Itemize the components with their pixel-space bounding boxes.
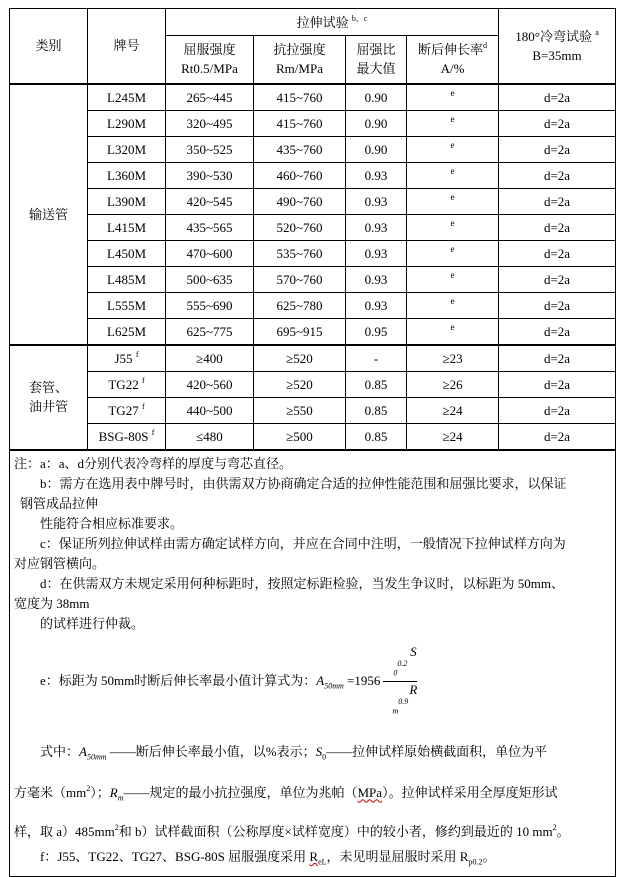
ratio-cell: 0.95	[346, 318, 407, 345]
note-f-c: 。	[482, 848, 496, 864]
where-a: ——断后伸长率最小值，以%表示；	[109, 743, 316, 759]
elongation-cell	[407, 292, 499, 318]
formula-den-exp: 0.9	[398, 697, 409, 707]
tensile-cell: 625~780	[254, 292, 346, 318]
elongation-label: 断后伸长率	[418, 42, 484, 58]
rel-sub: eL	[318, 857, 327, 867]
yield-cell: 470~600	[166, 240, 254, 266]
grade-cell	[88, 292, 166, 318]
grade-text: L485M	[107, 271, 146, 287]
tensile-cell: 435~760	[254, 136, 346, 162]
where-line3b: 和 b）试样截面积（公称厚度×试样宽度）中的较小者，修约到最近的 10 mm	[118, 823, 553, 839]
elongation-value: e	[450, 269, 455, 280]
elongation-value: e	[450, 87, 455, 98]
elongation-sup: d	[483, 41, 488, 51]
tensile-cell: 415~760	[254, 84, 346, 111]
elongation-value: ≥24	[442, 402, 463, 418]
header-grade: 牌号	[88, 9, 166, 84]
rel-symbol: R	[309, 848, 319, 864]
yield-ratio-sub: 最大值	[356, 61, 396, 77]
note-c-cont: 对应钢管横向。	[14, 555, 106, 571]
note-d: d：在供需双方未规定采用何种标距时，按照定标距检验，当发生争议时，以标距为 50mm、	[40, 575, 564, 591]
grade-text: L320M	[107, 141, 146, 157]
tensile-cell: ≥520	[254, 371, 346, 397]
ratio-cell: 0.85	[346, 423, 407, 450]
note-where-2: 方毫米$(mm^2)$；$R_m——$规定的最小抗拉强度，单位为兆帕（MPa）。拉伸试样采用全厚度矩形试	[14, 784, 558, 803]
where-mpa: MPa	[357, 785, 383, 801]
yield-ratio-label: 屈强比	[356, 42, 396, 58]
note-where-3: 样，取 $a)485mm^2$和 b）试样截面积（公称厚度×试样宽度）中的较小者，修约到最近的 10 $mm^2$。	[14, 822, 570, 839]
elongation-value: ≥23	[442, 350, 463, 366]
ratio-cell: 0.93	[346, 214, 407, 240]
where-line2c: ）。拉伸试样采用全厚度矩形试	[382, 785, 558, 801]
tensile-cell: 415~760	[254, 110, 346, 136]
elongation-cell	[407, 188, 499, 214]
formula-den-sub: m	[392, 706, 399, 716]
tensile-strength-unit: Rm/MPa	[276, 61, 323, 77]
yield-cell: 320~495	[166, 110, 254, 136]
bend-test-sub: B=35mm	[532, 47, 582, 63]
bend-cell: d=2a	[499, 371, 616, 397]
grade-text: J55	[114, 350, 133, 366]
formula-num-exp: 0.2	[397, 658, 408, 668]
ratio-cell: 0.93	[346, 162, 407, 188]
elongation-value: ≥26	[442, 376, 463, 392]
rp-sub: p0.2	[468, 857, 483, 867]
elongation-value: e	[450, 165, 455, 176]
formula-coef: =1956	[347, 672, 381, 688]
grade-text: L290M	[107, 115, 146, 131]
mechanical-properties-table	[9, 8, 616, 877]
category-cell: 输送管	[10, 84, 88, 345]
ratio-cell: 0.85	[346, 397, 407, 423]
table-row	[10, 110, 616, 136]
table-row	[10, 292, 616, 318]
ratio-cell: 0.85	[346, 371, 407, 397]
bend-cell: d=2a	[499, 423, 616, 450]
formula-fraction	[383, 644, 417, 720]
yield-cell: 420~560	[166, 371, 254, 397]
grade-text: L555M	[107, 297, 146, 313]
yield-cell: 350~525	[166, 136, 254, 162]
note-f-a: f：J55、TG22、TG27、BSG-80S 屈服强度采用	[40, 848, 310, 864]
bend-test-sup: a	[595, 27, 599, 37]
grade-cell	[88, 240, 166, 266]
yield-cell: ≤480	[166, 423, 254, 450]
elongation-cell	[407, 110, 499, 136]
elongation-cell	[407, 397, 499, 423]
note-d-cont: 宽度为 38mm	[14, 595, 90, 611]
elongation-value: e	[450, 217, 455, 228]
table-row	[10, 397, 616, 423]
tensile-cell: ≥520	[254, 345, 346, 372]
bend-cell: d=2a	[499, 397, 616, 423]
grade-cell	[88, 214, 166, 240]
table-row	[10, 423, 616, 450]
grade-cell	[88, 318, 166, 345]
header-tensile-test	[166, 9, 499, 36]
grade-cell	[88, 397, 166, 423]
bend-cell: d=2a	[499, 318, 616, 345]
tensile-test-label: 拉伸试验	[296, 14, 349, 30]
note-b-cont: 钢管成品拉伸	[20, 495, 99, 511]
note-a: 注：a：a、d分别代表冷弯样的厚度与弯芯直径。	[14, 455, 293, 471]
elongation-formula	[316, 643, 418, 716]
note-c: c：保证所列拉伸试样由需方确定试样方向，并应在合同中注明，一般情况下拉伸试样方向为	[40, 535, 566, 551]
elongation-value: e	[450, 113, 455, 124]
elongation-value: ≥24	[442, 428, 463, 444]
grade-text: L360M	[107, 167, 146, 183]
grade-cell	[88, 136, 166, 162]
table-row	[10, 84, 616, 111]
where-line2b: ）；	[90, 785, 110, 801]
tensile-cell: 535~760	[254, 240, 346, 266]
tensile-cell: 460~760	[254, 162, 346, 188]
grade-sup: f	[151, 427, 155, 437]
elongation-cell	[407, 318, 499, 345]
bend-cell: d=2a	[499, 240, 616, 266]
grade-text: L450M	[107, 245, 146, 261]
elongation-cell	[407, 84, 499, 111]
bend-cell: d=2a	[499, 84, 616, 111]
note-e-text: e：标距为 50mm时断后伸长率最小值计算式为：	[40, 672, 317, 688]
grade-text: L390M	[107, 193, 146, 209]
header-tensile-strength	[254, 36, 346, 84]
elongation-cell	[407, 371, 499, 397]
yield-cell: 390~530	[166, 162, 254, 188]
grade-text: L245M	[107, 89, 146, 105]
note-f	[14, 847, 611, 873]
elongation-value: e	[450, 295, 455, 306]
grade-cell	[88, 423, 166, 450]
note-f-rel	[309, 848, 327, 867]
table-row	[10, 162, 616, 188]
elongation-cell	[407, 423, 499, 450]
elongation-cell	[407, 266, 499, 292]
yield-cell: 265~445	[166, 84, 254, 111]
where-line3a: 样，取 a）485mm	[14, 823, 115, 839]
ratio-cell: 0.93	[346, 240, 407, 266]
note-e	[14, 644, 611, 720]
grade-text: BSG-80S	[98, 428, 149, 444]
grade-cell	[88, 84, 166, 111]
table-row	[10, 266, 616, 292]
note-b-cont2: 性能符合相应标准要求。	[40, 515, 184, 531]
bend-cell: d=2a	[499, 110, 616, 136]
table-row	[10, 318, 616, 345]
yield-cell: ≥400	[166, 345, 254, 372]
table-row	[10, 345, 616, 372]
ratio-cell: 0.93	[346, 188, 407, 214]
elongation-cell	[407, 240, 499, 266]
ratio-cell: -	[346, 345, 407, 372]
bend-cell: d=2a	[499, 188, 616, 214]
where-s: ——拉伸试样原始横截面积，单位为平	[326, 743, 548, 759]
tensile-cell: ≥500	[254, 423, 346, 450]
note-where: 式中：$A_{50mm}$ ——断后伸长率最小值，以%表示；$S_0——$拉伸试样原始横截面积，单位为平	[40, 743, 548, 762]
where-prefix: 式中：	[40, 743, 80, 759]
tensile-cell: 695~915	[254, 318, 346, 345]
header-bend-test	[499, 9, 616, 84]
grade-cell	[88, 188, 166, 214]
table-row	[10, 214, 616, 240]
grade-sup: f	[141, 401, 145, 411]
yield-strength-label: 屈服强度	[183, 42, 236, 58]
header-yield-ratio	[346, 36, 407, 84]
bend-cell: d=2a	[499, 292, 616, 318]
yield-cell: 435~565	[166, 214, 254, 240]
formula-lhs: A	[316, 672, 325, 688]
grade-cell	[88, 345, 166, 372]
grade-text: TG22	[108, 376, 139, 392]
bend-cell: d=2a	[499, 266, 616, 292]
ratio-cell: 0.93	[346, 292, 407, 318]
bend-cell: d=2a	[499, 214, 616, 240]
category-cell: 套管、油井管	[10, 345, 88, 450]
where-line2a: 方毫米（mm	[14, 785, 87, 801]
grade-sup: f	[135, 349, 139, 359]
grade-text: TG27	[108, 402, 139, 418]
grade-cell	[88, 266, 166, 292]
yield-cell: 500~635	[166, 266, 254, 292]
tensile-cell: 490~760	[254, 188, 346, 214]
tensile-strength-label: 抗拉强度	[273, 42, 326, 58]
where-rm: ——规定的最小抗拉强度，单位为兆帕（	[123, 785, 358, 801]
yield-cell: 440~500	[166, 397, 254, 423]
bend-cell: d=2a	[499, 162, 616, 188]
yield-strength-unit: Rt0.5/MPa	[181, 61, 238, 77]
grade-cell	[88, 110, 166, 136]
where-line3c: 。	[556, 823, 570, 839]
note-f-b: ，未见明显屈服时采用 R	[326, 848, 469, 864]
yield-cell: 555~690	[166, 292, 254, 318]
formula-num: S	[410, 643, 417, 659]
table-row	[10, 188, 616, 214]
note-b: b：需方在选用表中牌号时，由供需双方协商确定合适的拉伸性能范围和屈强比要求，以保证	[40, 475, 567, 491]
grade-cell	[88, 162, 166, 188]
formula-den: R	[409, 682, 418, 698]
header-elongation	[407, 36, 499, 84]
table-row	[10, 136, 616, 162]
header-category: 类别	[10, 9, 88, 84]
elongation-value: e	[450, 243, 455, 254]
tensile-test-sup: b、c	[351, 13, 368, 23]
bend-test-label: 180°冷弯试验	[515, 28, 592, 44]
table-row	[10, 371, 616, 397]
ratio-cell: 0.90	[346, 110, 407, 136]
grade-cell	[88, 371, 166, 397]
elongation-value: e	[450, 321, 455, 332]
elongation-value: e	[450, 191, 455, 202]
yield-cell: 625~775	[166, 318, 254, 345]
grade-text: L625M	[107, 323, 146, 339]
elongation-cell	[407, 214, 499, 240]
table-row	[10, 240, 616, 266]
grade-text: L415M	[107, 219, 146, 235]
note-d-cont2: 的试样进行仲裁。	[40, 615, 145, 631]
formula-lhs-sub: 50mm	[324, 681, 344, 691]
elongation-cell	[407, 345, 499, 372]
header-yield-strength	[166, 36, 254, 84]
elongation-unit: A/%	[440, 61, 465, 77]
ratio-cell: 0.90	[346, 136, 407, 162]
tensile-cell: 570~760	[254, 266, 346, 292]
elongation-cell	[407, 136, 499, 162]
bend-cell: d=2a	[499, 136, 616, 162]
tensile-cell: ≥550	[254, 397, 346, 423]
tensile-cell: 520~760	[254, 214, 346, 240]
ratio-cell: 0.93	[346, 266, 407, 292]
elongation-value: e	[450, 139, 455, 150]
formula-num-sub: 0	[393, 668, 398, 678]
elongation-cell	[407, 162, 499, 188]
bend-cell: d=2a	[499, 345, 616, 372]
grade-sup: f	[141, 375, 145, 385]
table-notes	[10, 450, 616, 877]
yield-cell: 420~545	[166, 188, 254, 214]
ratio-cell: 0.90	[346, 84, 407, 111]
